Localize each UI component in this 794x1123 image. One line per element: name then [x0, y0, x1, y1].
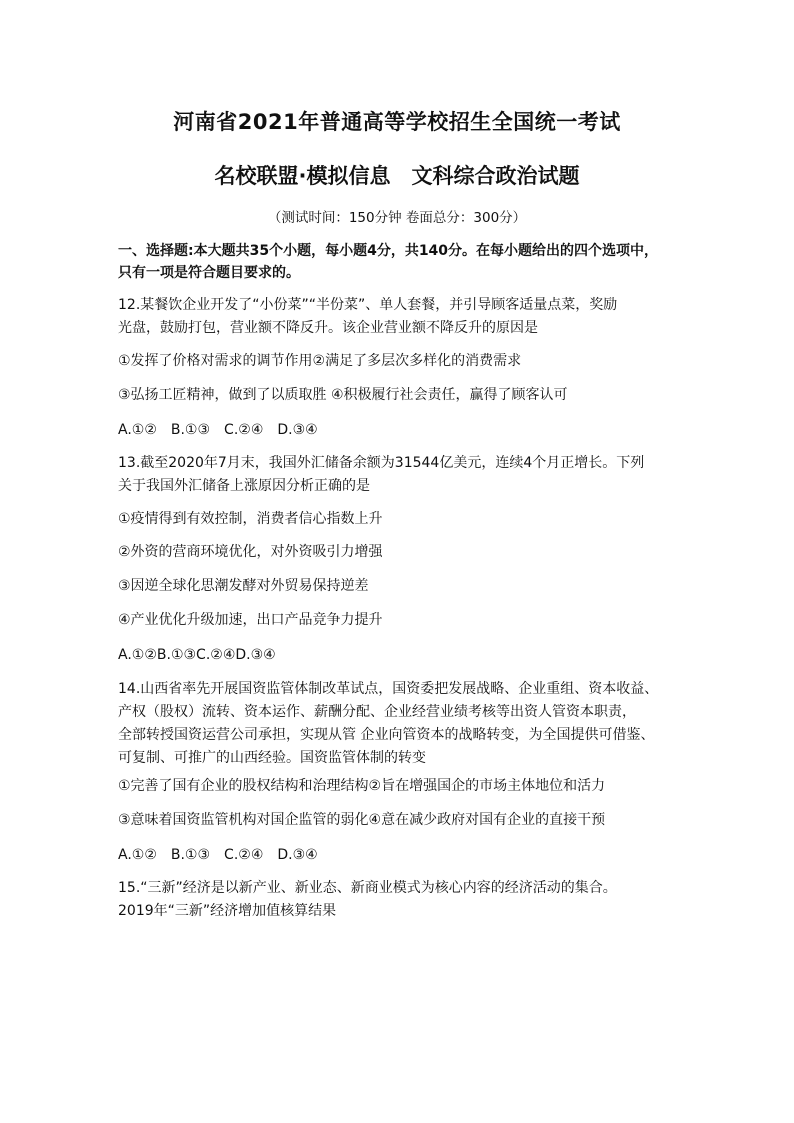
question-stem-line: 13.截至2020年7月末，我国外汇储备余额为31544亿美元，连续4个月正增长。下列 [118, 455, 645, 471]
question-stem-line: 全部转授国资运营公司承担，实现从管 企业向管资本的战略转变，为全国提供可借鉴、 [118, 727, 655, 743]
question-12-choices: A.①② B.①③ C.②④ D.③④ [118, 422, 318, 438]
question-stem-line: 可复制、可推广的山西经验。国资监管体制的转变 [118, 750, 426, 766]
question-13-stem [118, 452, 698, 498]
exam-title: 河南省2021年普通高等学校招生全国统一考试 [173, 110, 621, 134]
question-14-stem [118, 678, 698, 770]
question-15-stem [118, 877, 698, 923]
exam-subtitle: 名校联盟·模拟信息 文科综合政治试题 [214, 164, 580, 188]
question-13-option-4: ④产业优化升级加速，出口产品竞争力提升 [118, 612, 383, 628]
question-13-option-1: ①疫情得到有效控制，消费者信心指数上升 [118, 511, 383, 527]
question-12-stem [118, 294, 698, 340]
question-stem-line: 关于我国外汇储备上涨原因分析正确的是 [118, 478, 370, 494]
question-13-option-3: ③因逆全球化思潮发酵对外贸易保持逆差 [118, 578, 369, 594]
section-heading-line: 一、选择题:本大题共35个小题，每小题4分，共140分。在每小题给出的四个选项中， [118, 243, 659, 259]
question-stem-line: 14.山西省率先开展国资监管体制改革试点，国资委把发展战略、企业重组、资本收益、 [118, 681, 659, 697]
question-12-option-2: ③弘扬工匠精神，做到了以质取胜 ④积极履行社会责任，赢得了顾客认可 [118, 387, 568, 403]
question-stem-line: 12.某餐饮企业开发了“小份菜”“半份菜”、单人套餐，并引导顾客适量点菜，奖励 [118, 297, 618, 313]
question-14-choices: A.①② B.①③ C.②④ D.③④ [118, 847, 318, 863]
question-12-option-1: ①发挥了价格对需求的调节作用②满足了多层次多样化的消费需求 [118, 353, 522, 369]
section-heading-line: 只有一项是符合题目要求的。 [118, 265, 300, 281]
section-heading [118, 240, 698, 284]
question-stem-line: 2019年“三新”经济增加值核算结果 [118, 903, 337, 919]
question-13-choices: A.①②B.①③C.②④D.③④ [118, 647, 276, 663]
question-stem-line: 产权（股权）流转、资本运作、薪酬分配、企业经营业绩考核等出资人管资本职责， [118, 704, 636, 720]
exam-info: （测试时间：150分钟 卷面总分：300分） [267, 210, 527, 226]
question-stem-line: 15.“三新”经济是以新产业、新业态、新商业模式为核心内容的经济活动的集合。 [118, 880, 617, 896]
question-14-option-2: ③意味着国资监管机构对国企监管的弱化④意在减少政府对国有企业的直接干预 [118, 812, 606, 828]
question-stem-line: 光盘，鼓励打包，营业额不降反升。该企业营业额不降反升的原因是 [118, 320, 538, 336]
question-13-option-2: ②外资的营商环境优化，对外资吸引力增强 [118, 544, 383, 560]
question-14-option-1: ①完善了国有企业的股权结构和治理结构②旨在增强国企的市场主体地位和活力 [118, 778, 606, 794]
